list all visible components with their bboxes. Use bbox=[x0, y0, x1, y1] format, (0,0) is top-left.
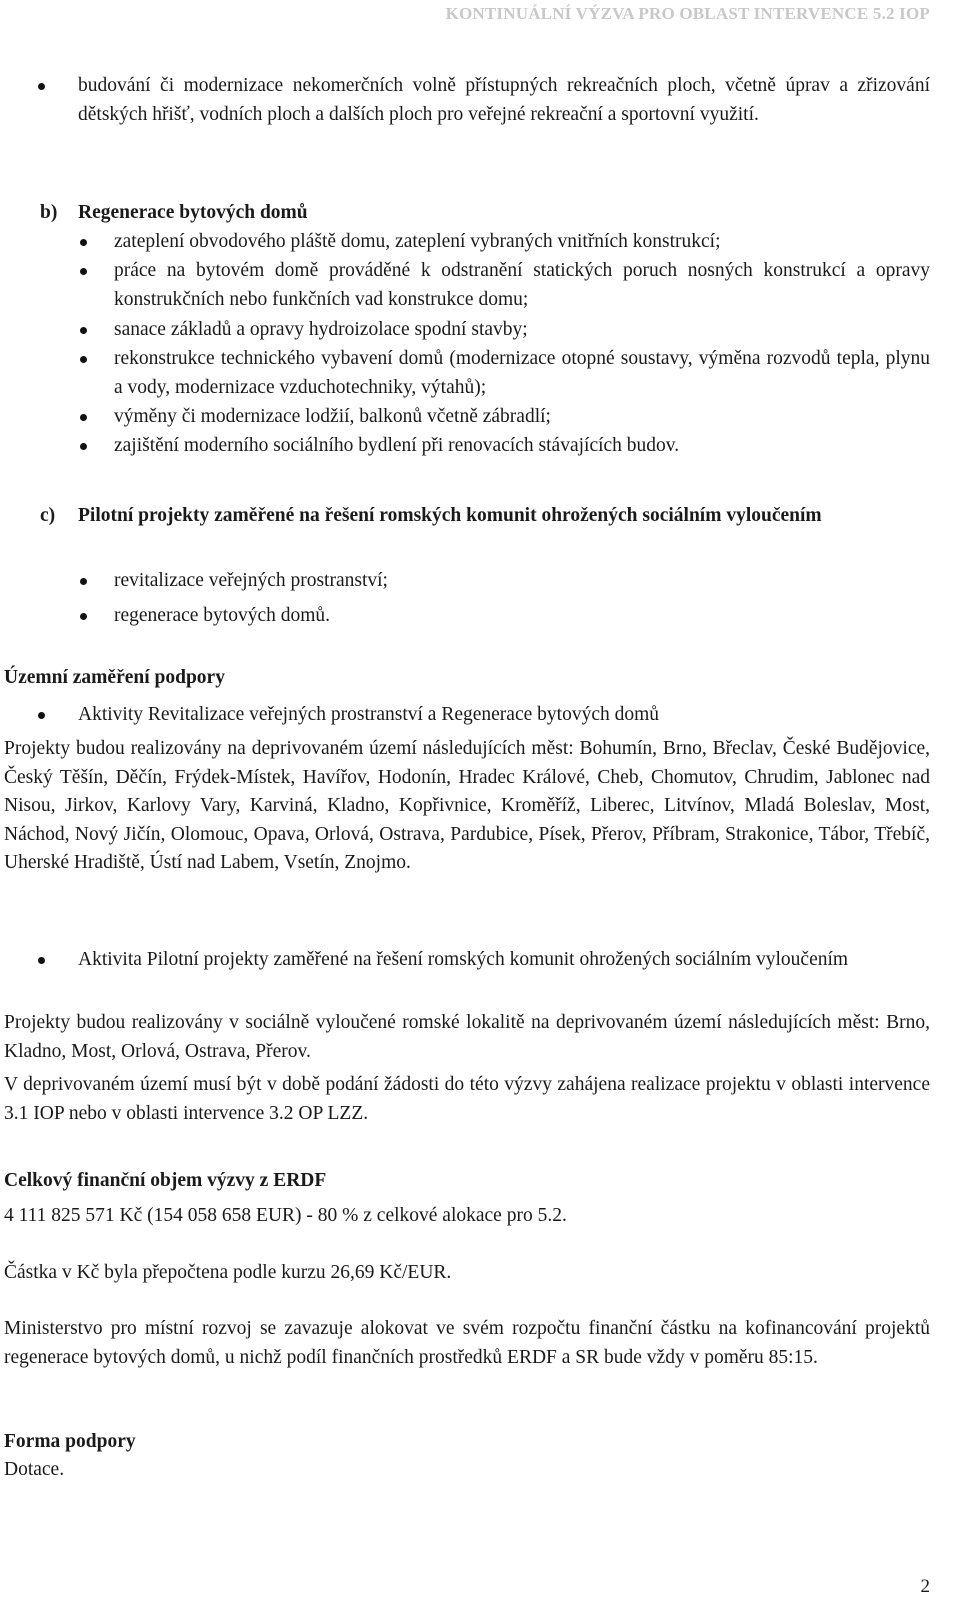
section-c-label: c) bbox=[40, 505, 56, 526]
support-value: Dotace. bbox=[4, 1459, 65, 1480]
support-heading: Forma podpory bbox=[4, 1431, 136, 1452]
list-item: revitalizace veřejných prostranství; bbox=[114, 570, 388, 591]
territorial-heading: Územní zaměření podpory bbox=[4, 667, 225, 688]
bullet-icon bbox=[80, 414, 87, 421]
section-c-title: Pilotní projekty zaměřené na řešení romských komunit ohrožených sociálním vyloučením bbox=[78, 505, 822, 526]
bullet-icon bbox=[38, 712, 45, 719]
cities-paragraph: Projekty budou realizovány na deprivovaném území následujících měst: Bohumín, Brno, Břeclav, České Budějovice, Český Těšín, Děčín, Frýdek-Místek, Havířov, Hodonín, Hradec Králové, Cheb, Chomutov, Chrudim, Jablonec nad Nisou, Jirkov, Karlovy Vary, Karviná, Kladno, Kopřivnice, Kroměříž, Liberec, Litvínov, Mladá Boleslav, Most, Náchod, Nový Jičín, Olomouc, Opava, Orlová, Ostrava, Pardubice, Písek, Přerov, Příbram, Strakonice, Tábor, Třebíč, Uherské Hradiště, Ústí nad Labem, Vsetín, Znojmo. bbox=[4, 738, 930, 873]
list-item: regenerace bytových domů. bbox=[114, 605, 331, 626]
bullet-icon bbox=[80, 268, 87, 275]
bullet-icon bbox=[80, 613, 87, 620]
bullet-text: Aktivita Pilotní projekty zaměřené na řešení romských komunit ohrožených sociálním vyloučením bbox=[78, 949, 849, 970]
list-item: zajištění moderního sociálního bydlení při renovacích stávajících budov. bbox=[114, 435, 680, 456]
intervention-paragraph: V deprivovaném území musí být v době podání žádosti do této výzvy zahájena realizace projektu v oblasti intervence 3.1 IOP nebo v oblasti intervence 3.2 OP LZZ. bbox=[4, 1074, 930, 1124]
list-item: rekonstrukce technického vybavení domů (modernizace otopné soustavy, výměna rozvodů tepla, plynu a vody, modernizace vzduchotechniky, výtahů); bbox=[114, 348, 930, 398]
section-b-label: b) bbox=[40, 202, 58, 223]
pilot-cities-paragraph: Projekty budou realizovány v sociálně vyloučené romské lokalitě na deprivovaném území následujících měst: Brno, Kladno, Most, Orlová, Ostrava, Přerov. bbox=[4, 1012, 930, 1062]
finance-heading: Celkový finanční objem výzvy z ERDF bbox=[4, 1170, 327, 1191]
bullet-text: Aktivity Revitalizace veřejných prostranství a Regenerace bytových domů bbox=[78, 704, 660, 725]
bullet-icon bbox=[80, 443, 87, 450]
list-item: práce na bytovém domě prováděné k odstranění statických poruch nosných konstrukcí a opravy konstrukčních nebo funkčních vad konstrukce domu; bbox=[114, 260, 930, 310]
bullet-icon bbox=[80, 356, 87, 363]
page-header: KONTINUÁLNÍ VÝZVA PRO OBLAST INTERVENCE 5.2 IOP bbox=[445, 4, 930, 23]
list-item: výměny či modernizace lodžií, balkonů včetně zábradlí; bbox=[114, 406, 551, 427]
list-item: zateplení obvodového pláště domu, zateplení vybraných vnitřních konstrukcí; bbox=[114, 231, 721, 252]
ministry-paragraph: Ministerstvo pro místní rozvoj se zavazuje alokovat ve svém rozpočtu finanční částku na kofinancování projektů regenerace bytových domů, u nichž podíl finančních prostředků ERDF a SR bude vždy v poměru 85:15. bbox=[4, 1318, 930, 1368]
bullet-icon bbox=[80, 239, 87, 246]
bullet-icon bbox=[80, 578, 87, 585]
page-number: 2 bbox=[920, 1576, 930, 1597]
section-b-title: Regenerace bytových domů bbox=[78, 202, 308, 223]
bullet-icon bbox=[80, 327, 87, 334]
exchange-rate: Částka v Kč byla přepočtena podle kurzu 26,69 Kč/EUR. bbox=[4, 1262, 452, 1283]
bullet-icon bbox=[38, 957, 45, 964]
bullet-icon bbox=[38, 83, 45, 90]
finance-amount: 4 111 825 571 Kč (154 058 658 EUR) - 80 % z celkové alokace pro 5.2. bbox=[4, 1205, 567, 1226]
list-item: sanace základů a opravy hydroizolace spodní stavby; bbox=[114, 319, 528, 340]
bullet-text: budování či modernizace nekomerčních volně přístupných rekreačních ploch, včetně úprav a zřizování dětských hřišť, vodních ploch a dalších ploch pro veřejné rekreační a sportovní využití. bbox=[78, 75, 930, 125]
